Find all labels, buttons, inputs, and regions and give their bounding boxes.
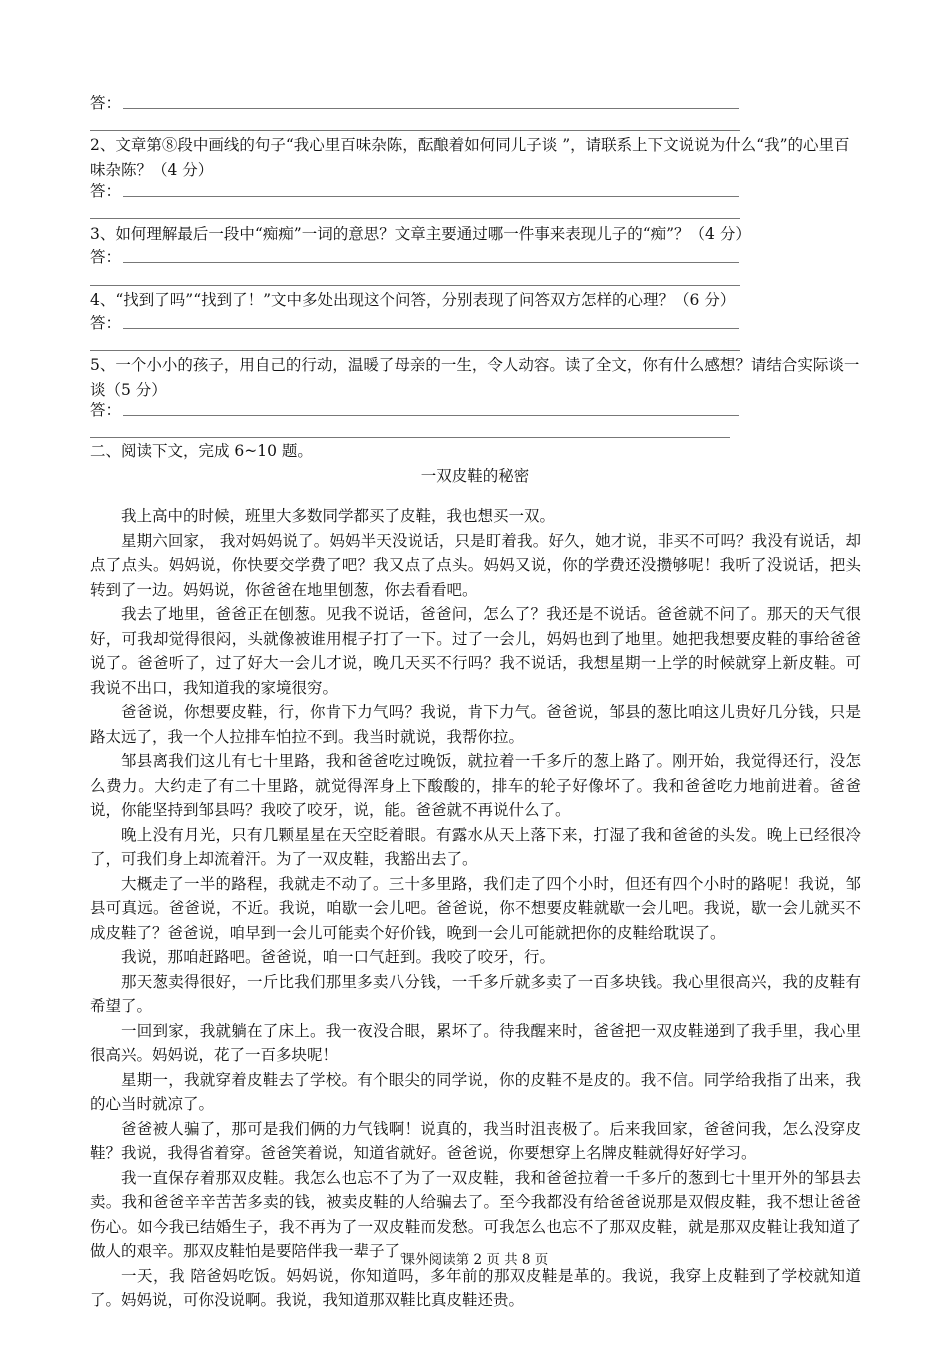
story-paragraph: 爸爸说，你想要皮鞋，行，你肯下力气吗？我说，肯下力气。爸爸说，邹县的葱比咱这儿贵好几分钱，只是路太远了，我一个人拉排车怕拉不到。我当时就说，我帮你拉。 bbox=[90, 703, 861, 746]
question-5: 5、一个小小的孩子，用自己的行动，温暖了母亲的一生，令人动容。读了全文，你有什么感想？请结合实际谈一谈（5 分） bbox=[90, 356, 860, 399]
story-title: 一双皮鞋的秘密 bbox=[420, 467, 530, 485]
answer-line bbox=[123, 328, 739, 329]
story-paragraph: 我上高中的时候，班里大多数同学都买了皮鞋，我也想买一双。 bbox=[121, 507, 556, 525]
story-paragraph: 星期六回家， 我对妈妈说了。妈妈半天没说话，只是盯着我。好久，她才说，非买不可吗？我没有说话，却点了点头。妈妈说，你快要交学费了吧？我又点了点头。妈妈又说，你的学费还没攒够呢！我听了没说话，把头转到了一边。妈妈说，你爸爸在地里刨葱，你去看看吧。 bbox=[90, 531, 861, 599]
story-paragraph: 晚上没有月光，只有几颗星星在天空眨着眼。有露水从天上落下来，打湿了我和爸爸的头发。晚上已经很冷了，可我们身上却流着汗。为了一双皮鞋，我豁出去了。 bbox=[90, 825, 861, 868]
question-4: 4、“找到了吗”“找到了！”文中多处出现这个问答，分别表现了问答双方怎样的心理？（6 分） bbox=[90, 291, 736, 309]
story-paragraph: 我说，那咱赶路吧。爸爸说，咱一口气赶到。我咬了咬牙，行。 bbox=[121, 948, 556, 966]
answer-line bbox=[123, 108, 739, 109]
story-body bbox=[90, 504, 861, 1313]
story-paragraph: 爸爸被人骗了，那可是我们俩的力气钱啊！说真的，我当时沮丧极了。后来我回家，爸爸问我，怎么没穿皮鞋？我说，我得省着穿。爸爸笑着说，知道省就好。爸爸说，你要想穿上名牌皮鞋就得好好学习。 bbox=[90, 1119, 861, 1162]
answer-line bbox=[90, 437, 730, 438]
story-paragraph: 一天，我 陪爸妈吃饭。妈妈说，你知道吗，多年前的那双皮鞋是革的。我说，我穿上皮鞋到了学校就知道了。妈妈说，可你没说啊。我说，我知道那双鞋比真皮鞋还贵。 bbox=[90, 1266, 861, 1309]
answer-label: 答： bbox=[90, 401, 122, 419]
answer-line bbox=[90, 130, 740, 131]
answer-line bbox=[123, 196, 739, 197]
answer-line bbox=[123, 415, 739, 416]
section-heading: 二、阅读下文，完成 6~10 题。 bbox=[90, 442, 313, 460]
answer-line bbox=[123, 262, 739, 263]
answer-label: 答： bbox=[90, 182, 122, 200]
story-paragraph: 大概走了一半的路程，我就走不动了。三十多里路，我们走了四个小时，但还有四个小时的路呢！我说，邹县可真远。爸爸说，不近。我说，咱歇一会儿吧。爸爸说，你不想要皮鞋就歇一会儿吧。我说，歇一会儿就买不成皮鞋了？爸爸说，咱早到一会儿可能卖个好价钱，晚到一会儿可能就把你的皮鞋给耽误了。 bbox=[90, 874, 861, 942]
question-2: 2、文章第⑧段中画线的句子“我心里百味杂陈，酝酿着如何同儿子谈 ”，请联系上下文说说为什么“我”的心里百味杂陈？（4 分） bbox=[90, 136, 850, 179]
answer-line bbox=[90, 218, 740, 219]
story-paragraph: 一回到家，我就躺在了床上。我一夜没合眼，累坏了。待我醒来时，爸爸把一双皮鞋递到了我手里，我心里很高兴。妈妈说，花了一百多块呢！ bbox=[90, 1021, 861, 1064]
page-footer: 课外阅读第 2 页 共 8 页 bbox=[401, 1252, 549, 1268]
answer-line bbox=[90, 285, 740, 286]
answer-label: 答： bbox=[90, 314, 122, 332]
answer-label: 答： bbox=[90, 248, 122, 266]
story-paragraph: 那天葱卖得很好，一斤比我们那里多卖八分钱，一千多斤就多卖了一百多块钱。我心里很高兴，我的皮鞋有希望了。 bbox=[90, 972, 861, 1015]
answer-label: 答： bbox=[90, 94, 122, 112]
story-paragraph: 邹县离我们这儿有七十里路，我和爸爸吃过晚饭，就拉着一千多斤的葱上路了。刚开始，我觉得还行，没怎么费力。大约走了有二十里路，就觉得浑身上下酸酸的，排车的轮子好像坏了。我和爸爸吃力地前进着。爸爸说，你能坚持到邹县吗？我咬了咬牙，说，能。爸爸就不再说什么了。 bbox=[90, 752, 861, 819]
answer-line bbox=[90, 350, 740, 351]
story-paragraph: 我去了地里，爸爸正在刨葱。见我不说话，爸爸问，怎么了？我还是不说话。爸爸就不问了。那天的天气很好，可我却觉得很闷，头就像被谁用棍子打了一下。过了一会儿，妈妈也到了地里。她把我想要皮鞋的事给爸爸说了。爸爸听了，过了好大一会儿才说，晚几天买不行吗？我不说话，我想星期一上学的时候就穿上新皮鞋。可我说不出口，我知道我的家境很穷。 bbox=[90, 605, 861, 697]
question-3: 3、如何理解最后一段中“痴痴”一词的意思？文章主要通过哪一件事来表现儿子的“痴”？（4 分） bbox=[90, 225, 751, 243]
story-paragraph: 我一直保存着那双皮鞋。我怎么也忘不了为了一双皮鞋，我和爸爸拉着一千多斤的葱到七十里开外的邹县去卖。我和爸爸辛辛苦苦多卖的钱，被卖皮鞋的人给骗去了。至今我都没有给爸爸说那是双假皮鞋，我不想让爸爸伤心。如今我已结婚生子，我不再为了一双皮鞋而发愁。可我怎么也忘不了那双皮鞋，就是那双皮鞋让我知道了做人的艰辛。那双皮鞋怕是要陪伴我一辈子了。 bbox=[90, 1168, 861, 1260]
story-paragraph: 星期一，我就穿着皮鞋去了学校。有个眼尖的同学说，你的皮鞋不是皮的。我不信。同学给我指了出来，我的心当时就凉了。 bbox=[90, 1070, 861, 1113]
